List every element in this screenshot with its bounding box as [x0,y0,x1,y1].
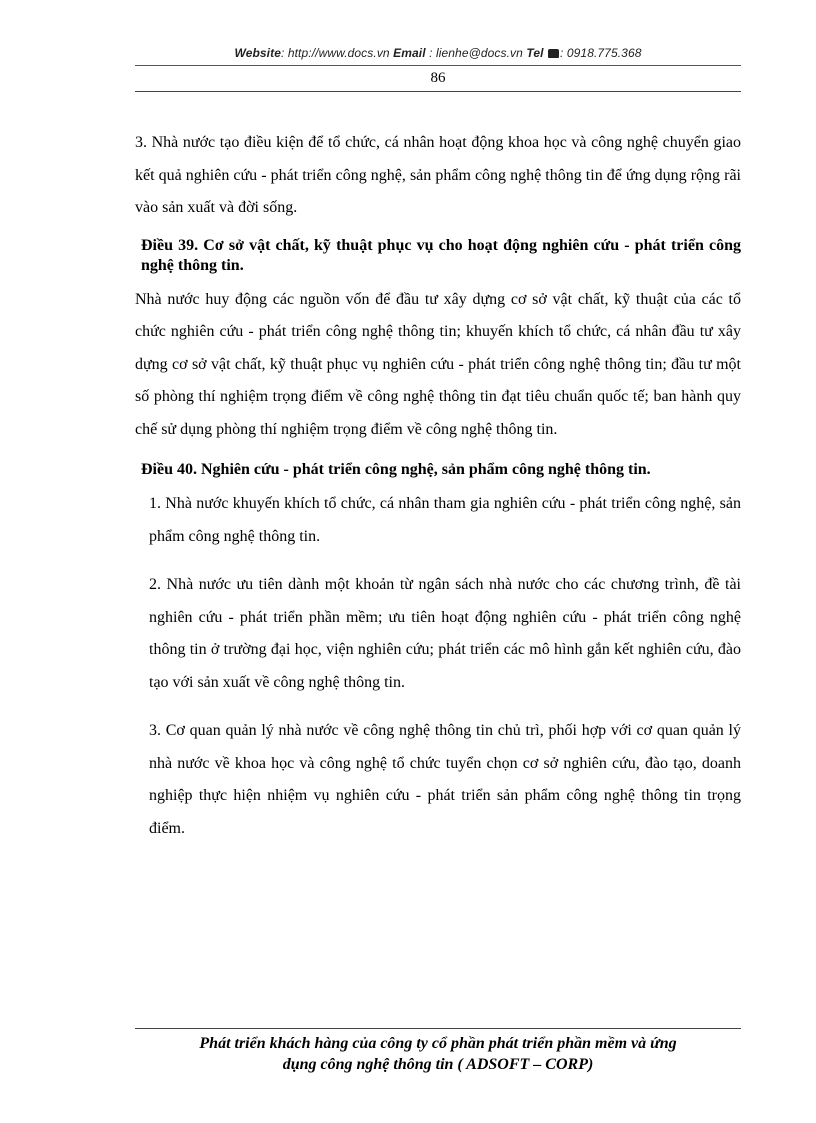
tel-label: Tel [526,46,544,60]
page-header [135,46,741,60]
page-footer [135,1033,741,1075]
email-value: : lienhe@docs.vn [429,46,523,60]
email-label: Email [393,46,426,60]
footer-line-2: dụng công nghệ thông tin ( ADSOFT – CORP) [282,1056,594,1073]
article-40-item-3: 3. Cơ quan quản lý nhà nước về công nghệ thông tin chủ trì, phối hợp với cơ quan quản lý nhà nước về khoa học và công nghệ tổ chức tuyển chọn cơ sở nghiên cứu, đào tạo, doanh nghiệp thực hiện nhiệm vụ nghiên cứu - phát triển sản phẩm công nghệ thông tin trọng điểm. [149,722,741,837]
article-40-item-2: 2. Nhà nước ưu tiên dành một khoản từ ngân sách nhà nước cho các chương trình, đề tài nghiên cứu - phát triển phần mềm; ưu tiên hoạt động nghiên cứu - phát triển công nghệ thông tin ở trường đại học, viện nghiên cứu; phát triển các mô hình gắn kết nghiên cứu, đào tạo với sản xuất về công nghệ thông tin. [149,576,741,691]
website-label: Website [234,46,281,60]
footer-line-1: Phát triển khách hàng của công ty cổ phần phát triển phần mềm và ứng [199,1035,677,1052]
website-value: : http://www.docs.vn [280,46,390,60]
header-divider [135,65,741,66]
document-body [135,127,741,861]
header-bottom-rule [135,91,741,92]
phone-icon [548,49,559,58]
article-39-heading: Điều 39. Cơ sở vật chất, kỹ thuật phục vụ cho hoạt động nghiên cứu - phát triển công nghệ thông tin. [141,236,741,274]
article-40-item-1: 1. Nhà nước khuyến khích tổ chức, cá nhân tham gia nghiên cứu - phát triển công nghệ, sản phẩm công nghệ thông tin. [149,495,741,545]
article-39-paragraph: Nhà nước huy động các nguồn vốn để đầu tư xây dựng cơ sở vật chất, kỹ thuật của các tổ chức nghiên cứu - phát triển công nghệ thông tin; khuyến khích tổ chức, cá nhân đầu tư xây dựng cơ sở vật chất, kỹ thuật phục vụ nghiên cứu - phát triển công nghệ thông tin; đầu tư một số phòng thí nghiệm trọng điểm về công nghệ thông tin đạt tiêu chuẩn quốc tế; ban hành quy chế sử dụng phòng thí nghiệm trọng điểm về công nghệ thông tin. [135,290,741,438]
article-40-heading: Điều 40. Nghiên cứu - phát triển công nghệ, sản phẩm công nghệ thông tin. [141,461,651,478]
footer-divider [135,1028,741,1029]
intro-paragraph: 3. Nhà nước tạo điều kiện để tổ chức, cá nhân hoạt động khoa học và công nghệ chuyển giao kết quả nghiên cứu - phát triển công nghệ, sản phẩm công nghệ thông tin để ứng dụng rộng rãi vào sản xuất và đời sống. [135,134,741,216]
page-number: 86 [430,70,446,86]
tel-value: : 0918.775.368 [560,46,642,60]
